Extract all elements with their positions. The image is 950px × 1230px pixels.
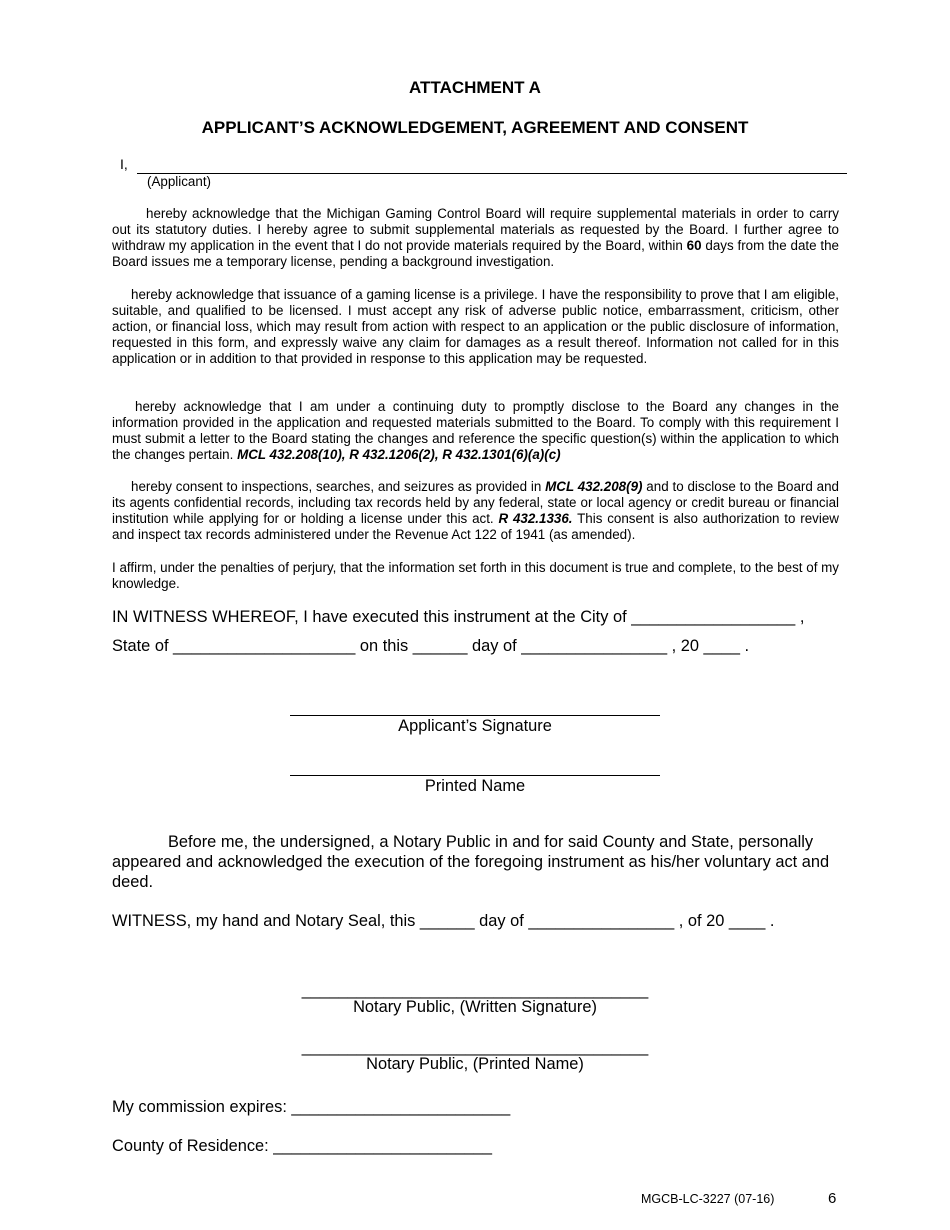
paragraph-affirmation: I affirm, under the penalties of perjury, that the information set forth in this document is true and complete, to the best of my knowledge. bbox=[112, 560, 839, 591]
page-title: ATTACHMENT A bbox=[409, 78, 541, 97]
printed-name-label: Printed Name bbox=[424, 777, 526, 795]
paragraph-continuing-duty: hereby acknowledge that I am under a continuing duty to promptly disclose to the Board any changes in the information provided in the application and requested materials submitted to the Board. To comply with this requirement I must submit a letter to the Board stating the changes and reference the specific question(s) within the application to which the changes pertain. MCL 432.208(10), R 432.1206(2), R 432.1301(6)(a)(c) bbox=[112, 399, 839, 462]
applicant-signature-line[interactable] bbox=[290, 715, 660, 716]
paragraph-consent: hereby consent to inspections, searches, and seizures as provided in MCL 432.208(9) and to disclose to the Board and its agents confidential records, including tax records held by any federal, state or local agency or credit bureau or financial institution while applying for or holding a license under this act. R 432.1336. This consent is also authorization to review and inspect tax records administered under the Revenue Act 122 of 1941 (as amended). bbox=[112, 479, 839, 542]
page-number: 6 bbox=[828, 1190, 837, 1207]
witness-city-line[interactable]: IN WITNESS WHEREOF, I have executed this instrument at the City of __________________ , bbox=[112, 608, 805, 626]
page-subtitle: APPLICANT’S ACKNOWLEDGEMENT, AGREEMENT AND CONSENT bbox=[201, 118, 749, 137]
witness-state-date-line[interactable]: State of ____________________ on this ______ day of ________________ , 20 ____ . bbox=[112, 637, 750, 655]
paragraph-supplemental-materials: hereby acknowledge that the Michigan Gaming Control Board will require supplemental materials in order to carry out its statutory duties. I hereby agree to submit supplemental materials as requested by the Board. I further agree to withdraw my application in the event that I do not provide materials required by the Board, within 60 days from the date the Board issues me a temporary license, pending a background investigation. bbox=[112, 206, 839, 269]
applicant-caption: (Applicant) bbox=[147, 174, 212, 189]
paragraph-privilege: hereby acknowledge that issuance of a gaming license is a privilege. I have the responsibility to prove that I am eligible, suitable, and qualified to be licensed. I must accept any risk of adverse public notice, embarrassment, criticism, other action, or financial loss, which may result from action with respect to an application or the public disclosure of information, requested in this form, and expressly waive any claim for damages as a result thereof. Information not called for in this application or in addition to that provided in response to this application may be requested. bbox=[112, 287, 839, 366]
notary-written-signature-line[interactable]: ______________________________________ bbox=[301, 981, 649, 999]
notary-printed-name-line[interactable]: ______________________________________ bbox=[301, 1038, 649, 1056]
applicant-name-line[interactable] bbox=[137, 173, 847, 174]
commission-expires-field[interactable]: My commission expires: ________________________ bbox=[112, 1098, 511, 1116]
form-code: MGCB-LC-3227 (07-16) bbox=[641, 1192, 775, 1206]
notary-written-signature-label: Notary Public, (Written Signature) bbox=[353, 998, 597, 1016]
county-of-residence-field[interactable]: County of Residence: ________________________ bbox=[112, 1137, 493, 1155]
applicant-prefix: I, bbox=[120, 156, 128, 172]
notary-printed-name-label: Notary Public, (Printed Name) bbox=[366, 1055, 584, 1073]
notary-witness-line[interactable]: WITNESS, my hand and Notary Seal, this ______ day of ________________ , of 20 ____ . bbox=[112, 912, 775, 930]
notary-paragraph: Before me, the undersigned, a Notary Public in and for said County and State, personally appeared and acknowledged the execution of the foregoing instrument as his/her voluntary act and deed. bbox=[112, 833, 830, 891]
applicant-signature-label: Applicant’s Signature bbox=[398, 717, 552, 735]
printed-name-line[interactable] bbox=[290, 775, 660, 776]
